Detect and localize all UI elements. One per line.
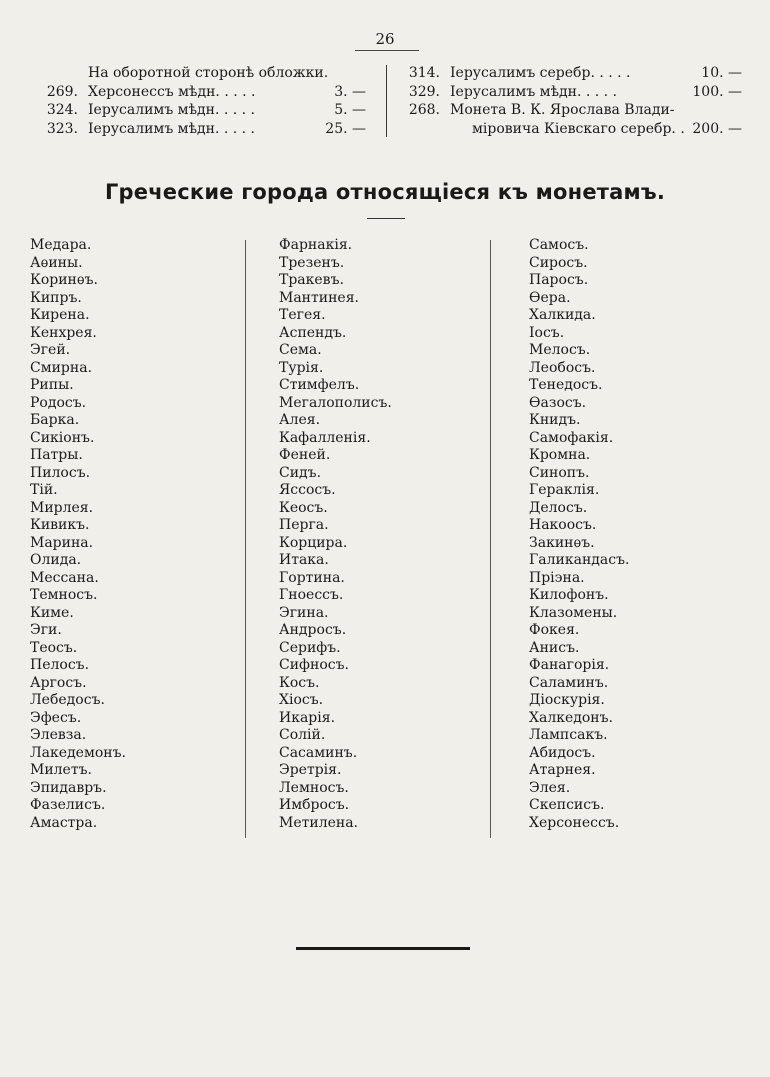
city-name: Діоскурія. xyxy=(529,692,605,708)
city-name: Гортина. xyxy=(279,569,345,586)
city-name: Метилена. xyxy=(279,814,359,831)
city-name: Пріэна. xyxy=(529,569,585,586)
column-divider xyxy=(490,240,491,838)
page-number-rule xyxy=(355,50,419,51)
cover-note xyxy=(40,64,370,83)
city-name: Мессана. xyxy=(30,569,99,586)
item-text: Іерусалимъ мѣдн. . . . . xyxy=(88,102,256,118)
city-name: Трезенъ. xyxy=(279,254,345,271)
city-name: Закинѳъ. xyxy=(529,534,595,551)
city-name: Серифъ. xyxy=(279,639,341,656)
city-name: Олида. xyxy=(30,552,82,568)
city-name: Смирна. xyxy=(30,359,93,376)
city-name: Феней. xyxy=(279,447,331,463)
column-divider xyxy=(245,240,246,838)
city-name: Коринѳъ. xyxy=(30,272,98,288)
city-name: Марина. xyxy=(30,534,94,551)
city-name: Клазомены. xyxy=(529,604,618,621)
city-name: Тій. xyxy=(30,482,58,498)
item-price: 200. — xyxy=(692,120,742,137)
city-name: Галикандасъ. xyxy=(529,552,630,568)
city-name: Сасаминъ. xyxy=(279,744,358,761)
city-name: Лампсакъ. xyxy=(529,727,608,743)
title-rule xyxy=(367,218,405,219)
city-name: Перга. xyxy=(279,517,329,533)
city-name: Медара. xyxy=(30,237,92,253)
city-name: Ѳера. xyxy=(529,289,571,306)
cities-column-1 xyxy=(30,237,230,832)
city-name: Скепсисъ. xyxy=(529,797,605,813)
city-name: Аспендъ. xyxy=(279,324,347,341)
city-name: Пилосъ. xyxy=(30,464,91,481)
city-name: Кеосъ. xyxy=(279,499,328,516)
city-name: Фазелисъ. xyxy=(30,797,106,813)
city-name: Атарнея. xyxy=(529,762,596,778)
city-name: Кромна. xyxy=(529,447,591,463)
city-name: Лебедосъ. xyxy=(30,692,105,708)
item-price: 10. — xyxy=(701,65,742,81)
page-number: 26 xyxy=(375,30,395,48)
city-name: Темносъ. xyxy=(30,587,98,603)
city-name: Леобосъ. xyxy=(529,359,596,376)
city-name: Фокея. xyxy=(529,622,580,638)
cities-column-2 xyxy=(279,237,479,832)
city-name: Гераклія. xyxy=(529,482,600,498)
city-name: Косъ. xyxy=(279,674,320,691)
city-name: Херсонессъ. xyxy=(529,814,620,831)
city-name: Мелосъ. xyxy=(529,342,591,358)
city-name: Кипръ. xyxy=(30,289,82,306)
city-name: Эги. xyxy=(30,622,62,638)
city-name: Килофонъ. xyxy=(529,587,609,603)
city-name: Самофакія. xyxy=(529,429,614,446)
city-name: Сикіонъ. xyxy=(30,429,95,446)
city-name: Тракевъ. xyxy=(279,272,344,288)
city-name: Накоосъ. xyxy=(529,517,597,533)
city-name: Тегея. xyxy=(279,307,326,323)
city-name: Халкида. xyxy=(529,307,596,323)
city-name: Лакедемонъ. xyxy=(30,744,126,761)
city-name: Ѳазосъ. xyxy=(529,394,587,411)
top-left-list xyxy=(40,64,370,138)
city-name: Мегалополисъ. xyxy=(279,394,392,411)
item-price: 5. — xyxy=(334,102,366,118)
city-name: Имбросъ. xyxy=(279,797,350,813)
city-name: Стимфелъ. xyxy=(279,377,360,393)
list-item xyxy=(40,101,370,120)
city-name: Мирлея. xyxy=(30,499,94,516)
item-price: 25. — xyxy=(325,120,366,137)
city-name: Делосъ. xyxy=(529,499,588,516)
item-number: 324. xyxy=(46,102,78,118)
city-name: Кивикъ. xyxy=(30,517,90,533)
top-divider xyxy=(386,65,387,137)
city-name: Рипы. xyxy=(30,377,74,393)
city-name: Абидосъ. xyxy=(529,744,596,761)
city-name: Гноессъ. xyxy=(279,587,344,603)
city-name: Эгина. xyxy=(279,604,329,621)
city-name: Лемносъ. xyxy=(279,779,349,796)
city-name: Саламинъ. xyxy=(529,674,609,691)
city-name: Милетъ. xyxy=(30,762,92,778)
list-item xyxy=(402,83,742,102)
city-name: Сидъ. xyxy=(279,464,322,481)
city-name: Эфесъ. xyxy=(30,709,82,726)
city-name: Кафалленія. xyxy=(279,429,371,446)
city-name: Эгей. xyxy=(30,342,71,358)
city-name: Хіосъ. xyxy=(279,692,324,708)
item-number: 268. xyxy=(408,102,440,118)
item-text: Іерусалимъ мѣдн. . . . . xyxy=(88,120,256,137)
list-item xyxy=(402,64,742,83)
cover-note-text: На оборотной сторонѣ обложки. xyxy=(88,65,329,81)
city-name: Икарія. xyxy=(279,709,336,726)
city-name: Эретрія. xyxy=(279,762,342,778)
city-name: Эпидавръ. xyxy=(30,779,107,796)
city-name: Паросъ. xyxy=(529,272,589,288)
city-name: Аѳины. xyxy=(30,254,83,271)
city-name: Андросъ. xyxy=(279,622,347,638)
city-name: Теосъ. xyxy=(30,639,78,656)
top-right-list xyxy=(402,64,742,138)
city-name: Мантинея. xyxy=(279,289,359,306)
city-name: Халкедонъ. xyxy=(529,709,613,726)
city-name: Яссосъ. xyxy=(279,482,336,498)
city-name: Книдъ. xyxy=(529,412,581,428)
item-text: Херсонессъ мѣдн. . . . . xyxy=(88,83,256,100)
city-name: Пелосъ. xyxy=(30,657,90,673)
item-text: Іерусалимъ мѣдн. . . . . xyxy=(450,83,618,100)
city-name: Кирена. xyxy=(30,307,90,323)
item-price: 100. — xyxy=(692,83,742,100)
city-name: Сема. xyxy=(279,342,322,358)
city-name: Самосъ. xyxy=(529,237,589,253)
city-name: Сифносъ. xyxy=(279,657,349,673)
city-name: Киме. xyxy=(30,604,74,621)
city-name: Турія. xyxy=(279,359,324,376)
city-name: Итака. xyxy=(279,552,329,568)
city-name: Барка. xyxy=(30,412,80,428)
item-price: 3. — xyxy=(334,83,366,100)
city-name: Фанагорія. xyxy=(529,657,610,673)
city-name: Кенхрея. xyxy=(30,324,97,341)
city-name: Тенедосъ. xyxy=(529,377,603,393)
city-name: Патры. xyxy=(30,447,83,463)
city-name: Элевза. xyxy=(30,727,87,743)
cities-column-3 xyxy=(529,237,729,832)
city-name: Іосъ. xyxy=(529,324,565,341)
item-text: міровича Кіевскаго серебр. . xyxy=(472,120,685,137)
item-text: Монета В. К. Ярослава Влади- xyxy=(450,102,675,118)
city-name: Элея. xyxy=(529,779,571,796)
city-name: Сиросъ. xyxy=(529,254,588,271)
list-item xyxy=(402,101,742,120)
city-name: Фарнакія. xyxy=(279,237,353,253)
city-name: Алея. xyxy=(279,412,321,428)
city-name: Родосъ. xyxy=(30,394,87,411)
list-item-continuation xyxy=(402,120,742,139)
city-name: Анисъ. xyxy=(529,639,580,656)
city-name: Солій. xyxy=(279,727,326,743)
list-item xyxy=(40,120,370,139)
city-name: Амастра. xyxy=(30,814,98,831)
item-text: Іерусалимъ серебр. . . . . xyxy=(450,65,631,81)
city-name: Аргосъ. xyxy=(30,674,87,691)
item-number: 314. xyxy=(408,65,440,81)
bottom-rule xyxy=(296,947,470,950)
item-number: 323. xyxy=(46,120,78,137)
item-number: 329. xyxy=(408,83,440,100)
list-item xyxy=(40,83,370,102)
item-number: 269. xyxy=(46,83,78,100)
city-name: Синопъ. xyxy=(529,464,590,481)
city-name: Корцира. xyxy=(279,534,348,551)
section-title: Греческие города относящіеся къ монетамъ. xyxy=(104,180,666,204)
